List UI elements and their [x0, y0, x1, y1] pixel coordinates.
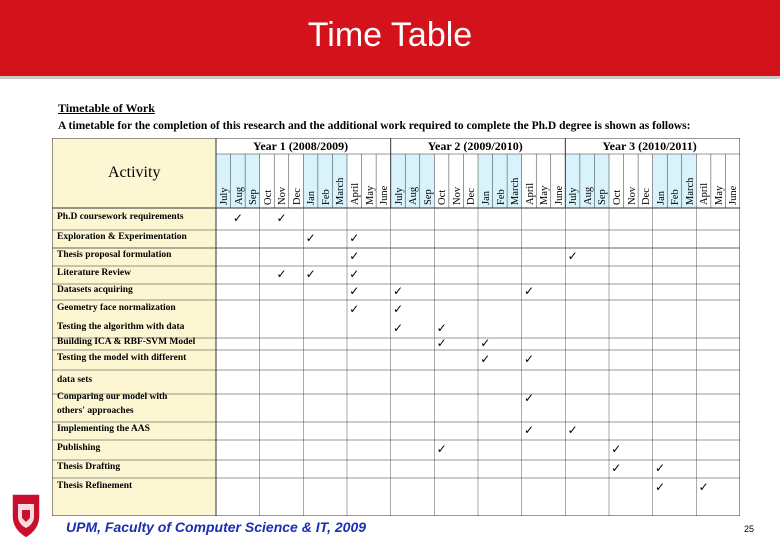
activity-heading: Activity: [108, 164, 161, 181]
month-label: Jan: [655, 191, 667, 205]
check-mark: ✓: [654, 480, 665, 494]
month-label: March: [510, 177, 522, 205]
month-label: Dec: [466, 188, 478, 205]
activity-label: others' approaches: [57, 406, 134, 416]
check-mark: ✓: [480, 352, 491, 366]
activity-label: Publishing: [57, 443, 101, 453]
check-mark: ✓: [611, 442, 622, 456]
check-mark: ✓: [232, 211, 243, 225]
month-label: April: [524, 182, 536, 205]
check-mark: ✓: [436, 442, 447, 456]
check-mark: ✓: [523, 284, 534, 298]
month-label: Oct: [437, 189, 449, 205]
check-mark: ✓: [349, 231, 360, 245]
month-label: April: [699, 182, 711, 205]
check-mark: ✓: [305, 231, 316, 245]
check-mark: ✓: [611, 461, 622, 475]
university-logo: [6, 488, 46, 540]
month-label: May: [713, 185, 725, 205]
month-label: March: [335, 177, 347, 205]
check-mark: ✓: [480, 336, 491, 350]
month-label: Dec: [291, 188, 303, 205]
activity-label: Implementing the AAS: [57, 424, 150, 434]
check-mark: ✓: [392, 302, 403, 316]
timetable-grid: [52, 138, 740, 516]
slide-title: Time Table: [307, 16, 473, 54]
check-mark: ✓: [276, 211, 287, 225]
check-mark: ✓: [654, 461, 665, 475]
month-label: Feb: [670, 189, 682, 205]
check-mark: ✓: [305, 267, 316, 281]
check-mark: ✓: [349, 267, 360, 281]
check-mark: ✓: [392, 284, 403, 298]
month-label: Sep: [597, 189, 609, 205]
activity-label: Building ICA & RBF-SVM Model: [57, 337, 196, 347]
month-label: Aug: [233, 186, 245, 205]
month-label: Aug: [408, 186, 420, 205]
check-mark: ✓: [276, 267, 287, 281]
month-label: July: [393, 187, 405, 205]
month-label: Feb: [320, 189, 332, 205]
activity-label: Testing the algorithm with data: [57, 322, 185, 332]
month-label: Sep: [248, 189, 260, 205]
month-label: Oct: [612, 189, 623, 205]
month-label: July: [219, 187, 230, 205]
year-label: Year 2 (2009/2010): [427, 139, 523, 153]
month-label: Sep: [422, 189, 434, 205]
month-label: Nov: [277, 186, 289, 205]
month-label: June: [728, 185, 740, 205]
check-mark: ✓: [523, 423, 534, 437]
month-label: March: [684, 177, 696, 205]
check-mark: ✓: [349, 302, 360, 316]
activity-label: Testing the model with different: [57, 353, 187, 363]
activity-label: Geometry face normalization: [57, 303, 176, 313]
check-mark: ✓: [349, 284, 360, 298]
activity-label: Exploration & Experimentation: [57, 232, 187, 242]
check-mark: ✓: [436, 336, 447, 350]
footer-text: UPM, Faculty of Computer Science & IT, 2009: [66, 519, 367, 535]
month-label: Aug: [582, 186, 594, 205]
month-label: Dec: [641, 188, 653, 205]
activity-label: data sets: [57, 375, 93, 385]
title-bar: [0, 0, 780, 76]
activity-label: Thesis proposal formulation: [57, 250, 172, 260]
month-label: Nov: [451, 186, 463, 205]
check-mark: ✓: [698, 480, 709, 494]
slide-number: 25: [744, 524, 755, 534]
section-heading: Timetable of Work: [58, 101, 155, 115]
year-label: Year 3 (2010/2011): [602, 139, 697, 153]
check-mark: ✓: [436, 321, 447, 335]
month-label: April: [350, 182, 361, 205]
month-label: May: [539, 185, 551, 205]
activity-label: Datasets acquiring: [57, 285, 133, 295]
year-label: Year 1 (2008/2009): [253, 139, 349, 153]
activity-label: Ph.D coursework requirements: [57, 212, 184, 222]
check-mark: ✓: [523, 391, 534, 405]
check-mark: ✓: [567, 423, 578, 437]
month-label: June: [379, 185, 391, 205]
title-divider: [0, 76, 780, 79]
month-label: June: [553, 185, 565, 205]
check-mark: ✓: [567, 249, 578, 263]
month-label: Feb: [495, 189, 507, 205]
month-label: Jan: [306, 191, 318, 205]
check-mark: ✓: [392, 321, 403, 335]
month-label: Jan: [481, 191, 492, 205]
intro-text: A timetable for the completion of this research and the additional work required to complete the Ph.D degree is shown as follows:: [58, 120, 691, 132]
activity-label: Comparing our model with: [57, 392, 168, 402]
activity-label: Thesis Refinement: [57, 481, 133, 491]
activity-label: Thesis Drafting: [57, 462, 121, 472]
month-label: Oct: [262, 189, 274, 205]
month-label: July: [568, 187, 580, 205]
activity-label: Literature Review: [57, 268, 131, 278]
month-label: May: [364, 185, 376, 205]
check-mark: ✓: [523, 352, 534, 366]
month-label: Nov: [626, 186, 638, 205]
check-mark: ✓: [349, 249, 360, 263]
